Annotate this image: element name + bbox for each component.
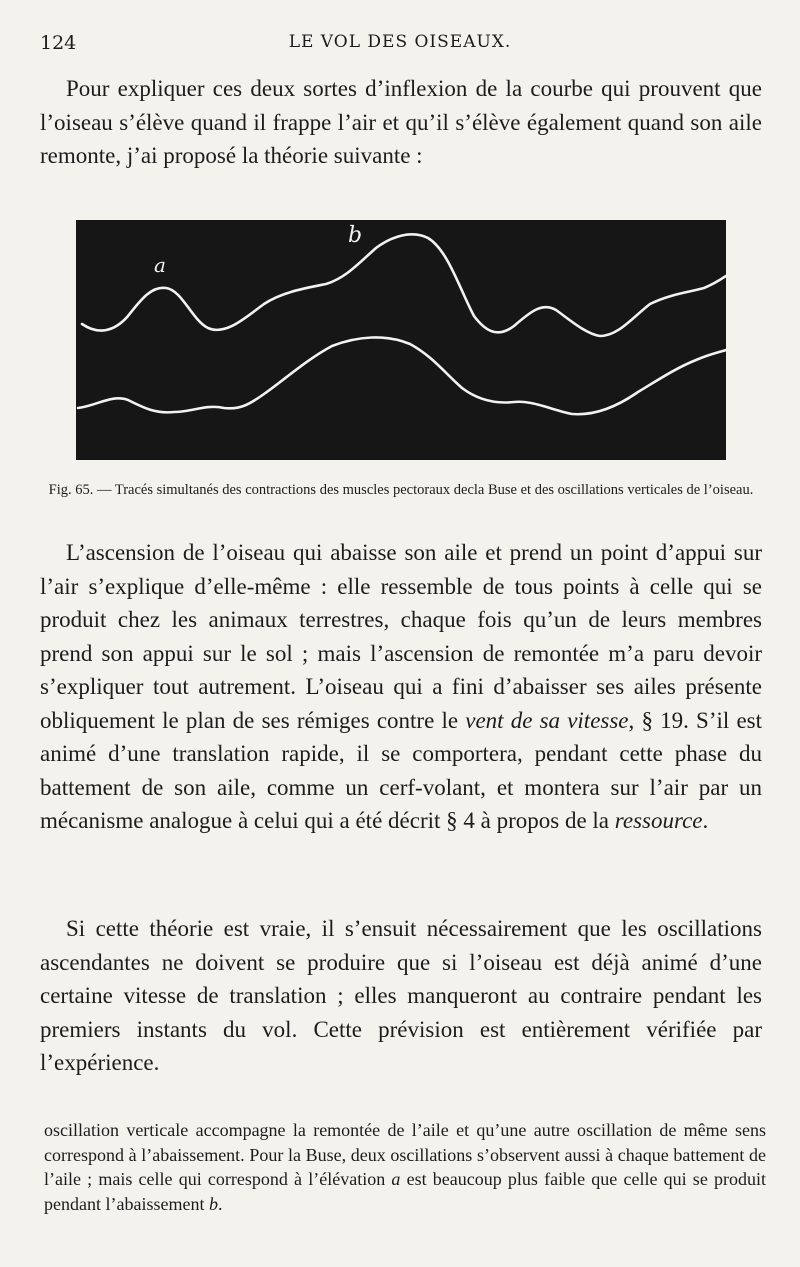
running-title: LE VOL DES OISEAUX. xyxy=(288,32,512,52)
paragraph-1: Pour expliquer ces deux sortes d’inflexion de la courbe qui prouvent que l’oiseau s’élève quand il frappe l’air et qu’il s’élève également quand son aile remonte, j’ai proposé la théorie suivante : xyxy=(40,76,762,168)
caption-fig-label: Fig. 65. xyxy=(48,482,94,498)
paragraph-2-italic-2: ressource xyxy=(614,808,703,833)
trace-label-b: b xyxy=(348,223,363,248)
page-number: 124 xyxy=(40,32,77,54)
trace-lower xyxy=(78,337,726,414)
paragraph-2-part-3: . xyxy=(702,808,709,833)
paragraph-2-italic-1: vent de sa vitesse xyxy=(465,707,629,733)
footnote-part-2: est beaucoup plus faible que celle qui se produit pendant l’abaissement xyxy=(44,1169,766,1214)
footnote xyxy=(44,1118,766,1216)
paragraph-3: Si cette théorie est vraie, il s’ensuit nécessairement que les oscillations ascendantes ne doivent se produire que si l’oiseau est déjà animé d’une certaine vitesse de translation ; elles manqueront au contraire pendant les premiers instants du vol. Cette prévision est entièrement vérifiée par l’expérience. xyxy=(40,916,762,1075)
paragraph-2 xyxy=(40,536,762,838)
trace-label-a: a xyxy=(154,253,166,277)
footnote-part-3: . xyxy=(217,1193,223,1214)
tracing-svg xyxy=(76,220,726,460)
footnote-italic-b: b xyxy=(208,1193,218,1214)
trace-upper xyxy=(82,234,726,336)
caption-text: — Tracés simultanés des contractions des muscles pectoraux decla Buse et des oscillations verticales de l’oiseau. xyxy=(93,482,754,498)
running-head xyxy=(40,32,760,58)
footnote-italic-a: a xyxy=(391,1169,401,1189)
figure-65-tracing xyxy=(76,220,726,460)
paragraph-2-part-2: , § 19. S’il est animé d’une translation rapide, il se comportera, pendant cette phase du battement de son aile, comme un cerf-volant, et montera sur l’air par un mécanisme analogue à celui qui a été décrit § 4 à propos de la xyxy=(40,707,762,833)
footnote-part-1: oscillation verticale accompagne la remontée de l’aile et qu’une autre oscillation de même sens correspond à l’abaissement. Pour la Buse, deux oscillations s’observent aussi à chaque battement de l’aile ; mais celle qui correspond à l’élévation xyxy=(44,1120,766,1189)
figure-caption xyxy=(40,481,762,500)
paragraph-2-part-1: L’ascension de l’oiseau qui abaisse son aile et prend un point d’appui sur l’air s’explique d’elle-même : elle ressemble de tous points à celle qui se produit chez les animaux terrestres, chaque fois qu’un de leurs membres prend son appui sur le sol ; mais l’ascension de remontée m’a paru devoir s’expliquer tout autrement. L’oiseau qui a fini d’abaisser ses ailes présente obliquement le plan de ses rémiges contre le xyxy=(40,540,762,733)
